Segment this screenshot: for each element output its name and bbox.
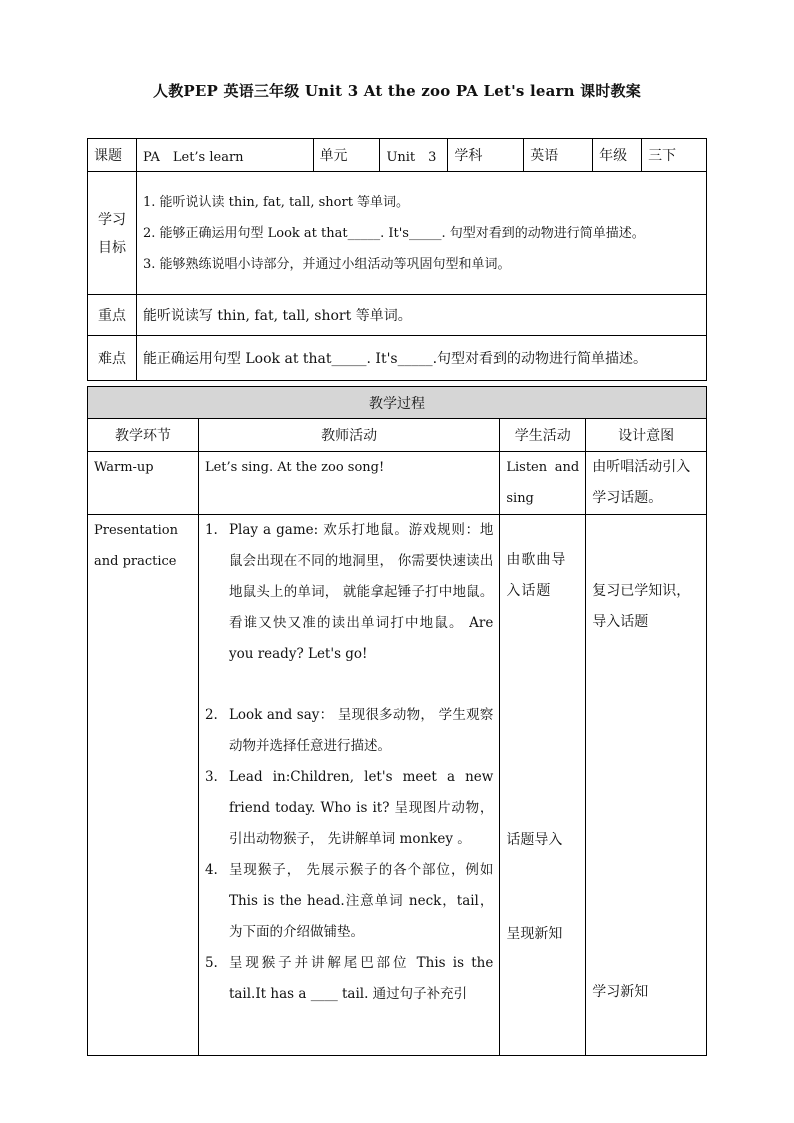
- warmup-teacher-activity: Let’s sing. At the zoo song!: [198, 452, 499, 515]
- key-point-row: [88, 295, 707, 336]
- document-title: 人教PEP 英语三年级 Unit 3 At the zoo PA Let's learn 课时教案: [153, 82, 641, 100]
- difficult-point-text: 能正确运用句型 Look at that_____. It's_____.句型对看到的动物进行简单描述。: [136, 336, 706, 381]
- step-number: 2.: [204, 707, 218, 723]
- presentation-teacher-activity: [198, 515, 499, 1056]
- teacher-step: [205, 855, 493, 948]
- step-text: Lead in:Children, let's meet a new friend today. Who is it? 呈现图片动物，引出动物猴子， 先讲解单词 monkey 。: [228, 769, 494, 847]
- objective-item: 3. 能够熟练说唱小诗部分，并通过小组活动等巩固句型和单词。: [142, 256, 511, 272]
- unit-value: Unit 3: [380, 139, 448, 172]
- objectives-label: [88, 172, 137, 295]
- difficult-point-label: 难点: [88, 336, 137, 381]
- header-stage: 教学环节: [88, 419, 199, 452]
- subject-label: 学科: [448, 139, 524, 172]
- topic-label: 课题: [88, 139, 137, 172]
- objective-item: 1. 能听说认读 thin, fat, tall, short 等单词。: [142, 194, 410, 210]
- objectives-label-line-2: 目标: [97, 240, 126, 256]
- student-note: 话题导入: [506, 832, 563, 848]
- intent-note: 学习新知: [592, 984, 649, 1000]
- presentation-student-activity: [500, 515, 586, 1056]
- step-number: 5.: [204, 955, 218, 971]
- key-point-text: 能听说读写 thin, fat, tall, short 等单词。: [136, 295, 706, 336]
- objectives-row: [88, 172, 707, 295]
- lesson-info-table: [87, 138, 707, 381]
- warmup-row: [88, 452, 707, 515]
- step-text: 呈现猴子， 先展示猴子的各个部位，例如 This is the head.注意单词 neck，tail， 为下面的介绍做铺垫。: [228, 862, 494, 940]
- info-row: [88, 139, 707, 172]
- header-teacher-activity: 教师活动: [198, 419, 499, 452]
- objectives-content: [136, 172, 706, 295]
- header-design-intent: 设计意图: [586, 419, 707, 452]
- grade-label: 年级: [593, 139, 642, 172]
- grade-value: 三下: [642, 139, 707, 172]
- presentation-stage: Presentation and practice: [88, 515, 199, 1056]
- teaching-process-title: 教学过程: [88, 387, 707, 419]
- subject-value: 英语: [524, 139, 593, 172]
- teacher-step: [205, 700, 493, 762]
- step-number: 3.: [204, 769, 218, 785]
- step-text: Play a game: 欢乐打地鼠。游戏规则：地鼠会出现在不同的地洞里， 你需要快速读出地鼠头上的单词， 就能拿起锤子打中地鼠。 看谁又快又准的读出单词打中地鼠。 Are you ready? Let's go!: [228, 522, 494, 662]
- key-point-label: 重点: [88, 295, 137, 336]
- intent-note: 复习已学知识，导入话题: [592, 583, 691, 630]
- warmup-design-intent: 由听唱活动引入学习话题。: [586, 452, 707, 515]
- objectives-label-line-1: 学习: [97, 212, 126, 228]
- warmup-stage: Warm-up: [88, 452, 199, 515]
- topic-value: PA Let’s learn: [136, 139, 313, 172]
- step-text: 呈现猴子并讲解尾巴部位 This is the tail.It has a ____ tail. 通过句子补充引: [228, 955, 494, 1002]
- unit-label: 单元: [313, 139, 380, 172]
- teacher-step: [205, 762, 493, 855]
- step-number: 4.: [204, 862, 218, 878]
- step-number: 1.: [204, 522, 218, 538]
- step-text: Look and say： 呈现很多动物， 学生观察动物并选择任意进行描述。: [228, 707, 494, 754]
- student-note: 由歌曲导入话题: [506, 552, 567, 599]
- presentation-design-intent: [586, 515, 707, 1056]
- step-spacer: [205, 670, 493, 700]
- teacher-step: [205, 948, 493, 1010]
- teacher-steps-list: [205, 515, 493, 1010]
- process-header-row: [88, 419, 707, 452]
- presentation-row: [88, 515, 707, 1056]
- warmup-student-activity: Listen and sing: [500, 452, 586, 515]
- teacher-step: [205, 515, 493, 670]
- header-student-activity: 学生活动: [500, 419, 586, 452]
- difficult-point-row: [88, 336, 707, 381]
- teaching-process-table: [87, 386, 707, 1056]
- student-note: 呈现新知: [506, 926, 563, 942]
- objective-item: 2. 能够正确运用句型 Look at that_____. It's_____. 句型对看到的动物进行简单描述。: [142, 225, 645, 241]
